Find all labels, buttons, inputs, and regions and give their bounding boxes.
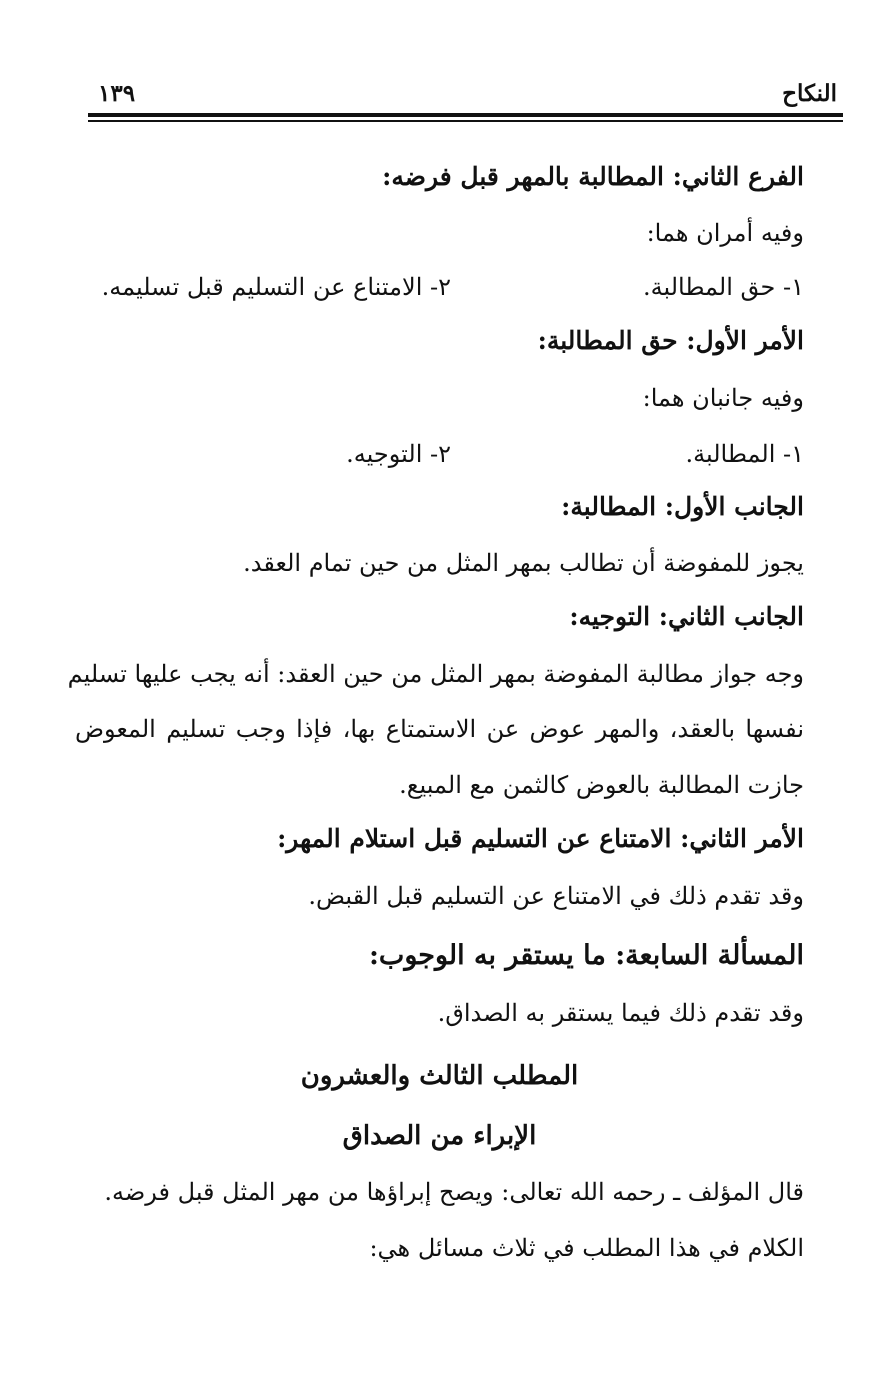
list-item-right-1: ١- حق المطالبة. bbox=[642, 273, 804, 301]
page-number: ١٣٩ bbox=[98, 80, 136, 107]
paragraph-three-issues: الكلام في هذا المطلب في ثلاث مسائل هي: bbox=[369, 1234, 804, 1262]
list-item-left-1: ٢- الامتناع عن التسليم قبل تسليمه. bbox=[101, 273, 451, 301]
paragraph-matter-two: وقد تقدم ذلك في الامتناع عن التسليم قبل القبض. bbox=[308, 882, 804, 910]
paragraph-wajh-line-1: وجه جواز مطالبة المفوضة بمهر المثل من حين العقد: أنه يجب عليها تسليم bbox=[67, 660, 804, 688]
paragraph-author-quote: قال المؤلف ـ رحمه الله تعالى: ويصح إبراؤها من مهر المثل قبل فرضه. bbox=[104, 1178, 804, 1206]
heading-matter-two: الأمر الثاني: الامتناع عن التسليم قبل استلام المهر: bbox=[277, 824, 804, 853]
paragraph-wajh-line-3: جازت المطالبة بالعوض كالثمن مع المبيع. bbox=[399, 771, 804, 799]
heading-matter-one: الأمر الأول: حق المطالبة: bbox=[537, 326, 804, 355]
section-subtitle: الإبراء من الصداق bbox=[342, 1121, 537, 1151]
heading-side-two: الجانب الثاني: التوجيه: bbox=[569, 602, 804, 631]
paragraph-side-one: يجوز للمفوضة أن تطالب بمهر المثل من حين تمام العقد. bbox=[243, 549, 804, 577]
header-rule-thin bbox=[88, 120, 843, 122]
paragraph-wajh-line-2: نفسها بالعقد، والمهر عوض عن الاستمتاع بها، فإذا وجب تسليم المعوض bbox=[75, 715, 804, 743]
heading-issue-seven: المسألة السابعة: ما يستقر به الوجوب: bbox=[368, 940, 804, 971]
line-two-matters: وفيه أمران هما: bbox=[646, 219, 804, 247]
section-title: المطلب الثالث والعشرون bbox=[300, 1061, 579, 1091]
running-header-chapter: النكاح bbox=[782, 80, 837, 107]
header-rule-thick bbox=[88, 113, 843, 117]
list-item-right-2: ١- المطالبة. bbox=[685, 440, 804, 468]
heading-branch-two: الفرع الثاني: المطالبة بالمهر قبل فرضه: bbox=[382, 162, 804, 191]
heading-side-one: الجانب الأول: المطالبة: bbox=[561, 492, 804, 521]
paragraph-issue-seven: وقد تقدم ذلك فيما يستقر به الصداق. bbox=[437, 999, 804, 1027]
list-item-left-2: ٢- التوجيه. bbox=[346, 440, 451, 468]
line-two-sides: وفيه جانبان هما: bbox=[642, 384, 804, 412]
